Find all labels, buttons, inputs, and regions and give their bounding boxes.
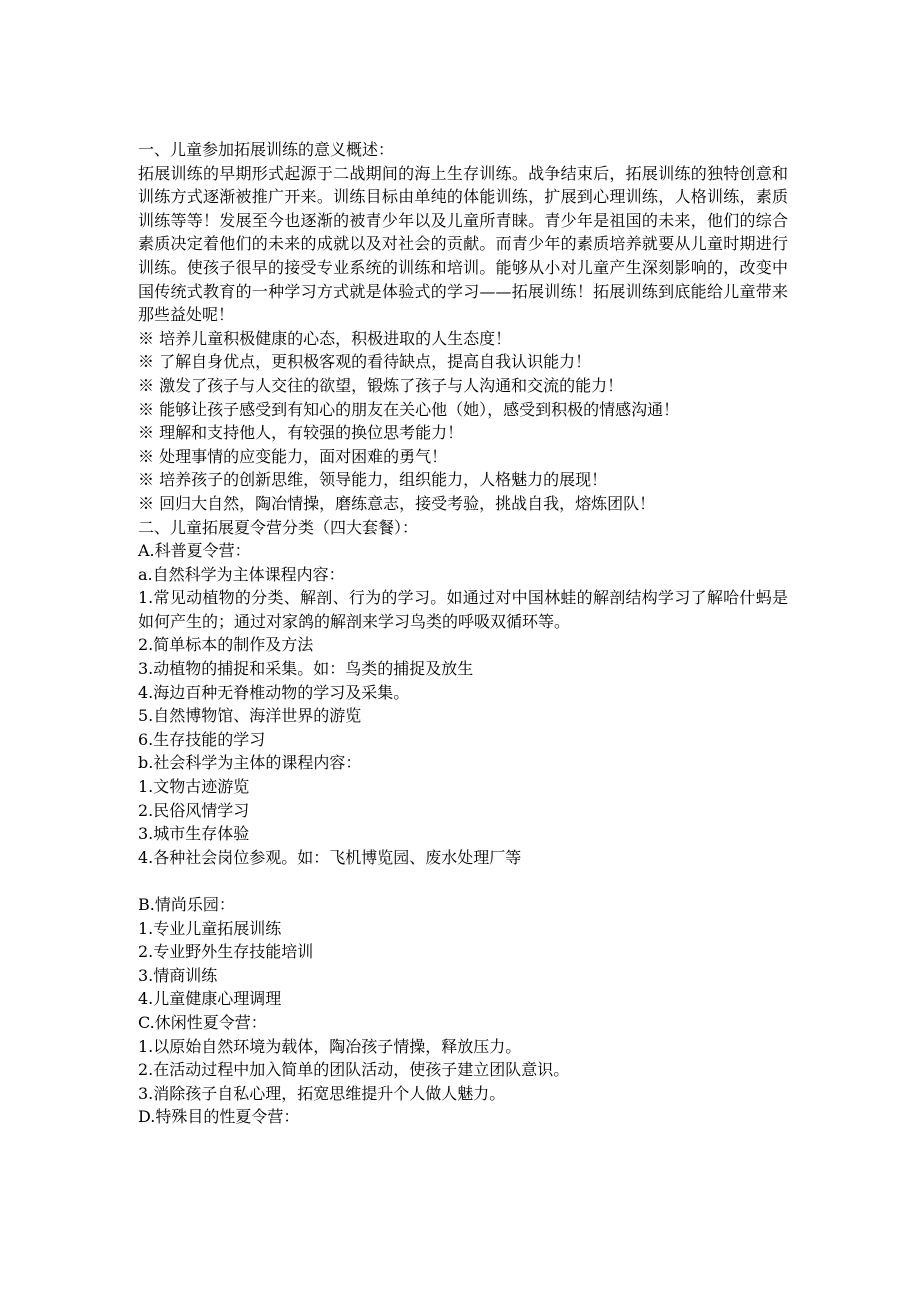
benefit-item: ※ 回归大自然，陶冶情操，磨练意志，接受考验，挑战自我，熔炼团队！ [138,493,656,513]
camp-a-sub-b-item: 2.民俗风情学习 [138,800,250,820]
camp-b-title: B.情尚乐园： [138,895,235,914]
camp-a-sub-a-item: 4.海边百种无脊椎动物的学习及采集。 [138,682,410,702]
section2-title: 二、儿童拓展夏令营分类（四大套餐）： [138,517,419,537]
camp-b-item: 2.专业野外生存技能培训 [138,942,314,962]
camp-a-sub-b-item: 3.城市生存体验 [138,824,250,844]
camp-d-title: D.特殊目的性夏令营： [138,1107,300,1127]
benefit-item: ※ 处理事情的应变能力，面对困难的勇气！ [138,446,448,466]
camp-c-title: C.休闲性夏令营： [138,1012,267,1032]
camp-a-sub-a-item: 3.动植物的捕捉和采集。如：鸟类的捕捉及放生 [138,659,474,679]
camp-a-sub-a-item: 1.常见动植物的分类、解剖、行为的学习。如通过对中国林蛙的解剖结构学习了解哈什蚂是如何产生的；通过对家鸽的解剖来学习鸟类的呼吸双循环等。 [138,588,788,631]
camp-b-item: 4.儿童健康心理调理 [138,989,282,1009]
intro-paragraph: 拓展训练的早期形式起源于二战期间的海上生存训练。战争结束后，拓展训练的独特创意和训练方式逐渐被推广开来。训练目标由单纯的体能训练，扩展到心理训练，人格训练，素质训练等等！发展至今也逐渐的被青少年以及儿童所青睐。青少年是祖国的未来，他们的综合素质决定着他们的未来的成就以及对社会的贡献。而青少年的素质培养就要从儿童时期进行训练。使孩子很早的接受专业系统的训练和培训。能够从小对儿童产生深刻影响的，改变中国传统式教育的一种学习方式就是体验式的学习——拓展训练！拓展训练到底能给儿童带来那些益处呢！ [138,163,788,325]
camp-c-item: 1.以原始自然环境为载体，陶冶孩子情操，释放压力。 [138,1036,522,1056]
blank-line [138,869,788,893]
camp-a-title: A.科普夏令营： [138,541,251,561]
camp-c-item: 3.消除孩子自私心理，拓宽思维提升个人做人魅力。 [138,1083,506,1103]
benefit-item: ※ 激发了孩子与人交往的欲望，锻炼了孩子与人沟通和交流的能力！ [138,375,624,395]
camp-a-sub-a-title: a.自然科学为主体课程内容： [138,564,345,584]
camp-a-sub-b-item: 1.文物古迹游览 [138,777,250,797]
camp-c-item: 2.在活动过程中加入简单的团队活动，使孩子建立团队意识。 [138,1060,570,1080]
camp-a-sub-a-item: 6.生存技能的学习 [138,729,266,749]
camp-a-sub-b-item: 4.各种社会岗位参观。如：飞机博览园、废水处理厂等 [138,847,522,867]
benefit-item: ※ 培养孩子的创新思维，领导能力，组织能力，人格魅力的展现！ [138,470,608,490]
document-body [138,138,788,1129]
camp-a-sub-b-title: b.社会科学为主体的课程内容： [138,753,362,773]
benefit-item: ※ 了解自身优点，更积极客观的看待缺点，提高自我认识能力！ [138,352,592,372]
benefit-item: ※ 能够让孩子感受到有知心的朋友在关心他（她），感受到积极的情感沟通！ [138,399,680,419]
benefit-item: ※ 培养儿童积极健康的心态，积极进取的人生态度！ [138,328,512,348]
camp-b-item: 3.情商训练 [138,965,218,985]
camp-b-item: 1.专业儿童拓展训练 [138,918,282,938]
camp-a-sub-a-item: 2.简单标本的制作及方法 [138,635,314,655]
section1-title: 一、儿童参加拓展训练的意义概述： [138,140,395,159]
benefit-item: ※ 理解和支持他人，有较强的换位思考能力！ [138,423,464,443]
camp-a-sub-a-item: 5.自然博物馆、海洋世界的游览 [138,706,362,726]
